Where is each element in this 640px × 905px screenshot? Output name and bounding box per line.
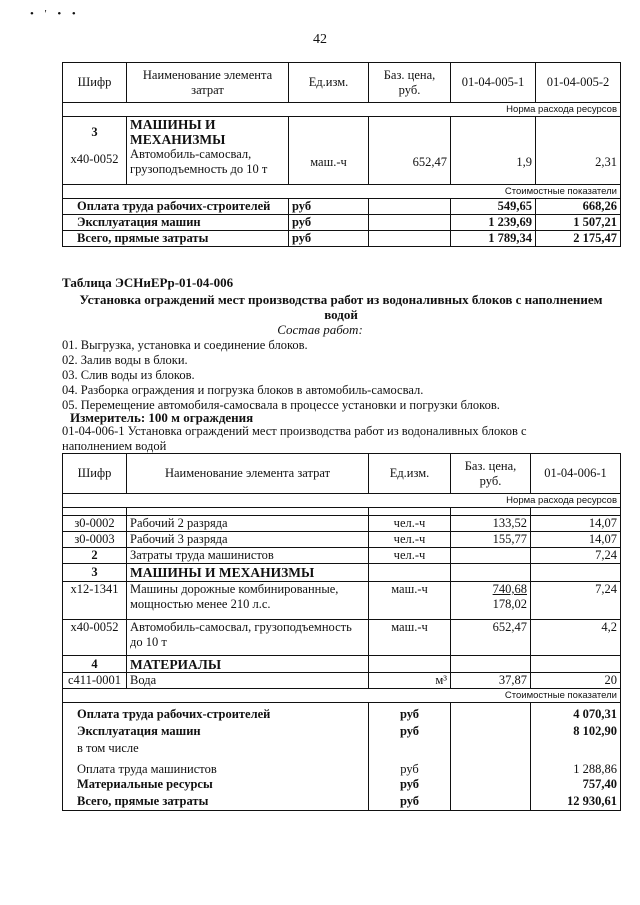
row-price: 652,47: [412, 155, 447, 169]
corner-marks: • ' • •: [30, 8, 80, 20]
row-code: x12-1341: [63, 582, 127, 620]
work-item: 02. Залив воды в блоки.: [62, 353, 188, 367]
row-code: x40-0052: [70, 152, 119, 166]
total-unit: [369, 741, 451, 758]
work-item: 01. Выгрузка, установка и соединение блоков.: [62, 338, 308, 352]
row-price: 155,77: [451, 532, 531, 548]
total-value: 4 070,31: [531, 707, 621, 724]
work-item: 03. Слив воды из блоков.: [62, 368, 195, 382]
table-row: [63, 620, 621, 656]
row-price: 740,68: [492, 582, 527, 596]
row-code: x40-0052: [63, 620, 127, 656]
total-name: Эксплуатация машин: [63, 215, 289, 231]
row-unit: м³: [369, 673, 451, 689]
row-code: 2: [63, 548, 127, 564]
table-row: [63, 582, 621, 620]
row-price: 37,87: [451, 673, 531, 689]
header-unit: Ед.изм.: [289, 63, 369, 103]
work-item: 05. Перемещение автомобиля-самосвала в процессе установки и погрузки блоков.: [62, 398, 500, 412]
total-unit: руб: [369, 707, 451, 724]
row-price: 652,47: [451, 620, 531, 656]
section-row: [63, 656, 621, 673]
section-title: МАШИНЫ И МЕХАНИЗМЫ: [127, 564, 369, 582]
total-value: [531, 741, 621, 758]
total-value-1: 549,65: [451, 199, 536, 215]
row-price: 133,52: [451, 516, 531, 532]
table-row: [63, 215, 621, 231]
work-item: 04. Разборка ограждения и погрузка блоков в автомобиль-самосвал.: [62, 383, 424, 397]
header-item-1: 01-04-005-1: [451, 63, 536, 103]
row-name: Автомобиль-самосвал, грузоподъемность до 10 т: [130, 147, 268, 176]
total-unit: руб: [289, 199, 369, 215]
table-row: [63, 673, 621, 689]
row-value: 7,24: [531, 582, 621, 620]
row-code: с411-0001: [63, 673, 127, 689]
table-row: [63, 758, 621, 777]
total-value-1: 1 789,34: [451, 231, 536, 247]
norm-label: Норма расхода ресурсов: [63, 103, 621, 117]
norm-label: Норма расхода ресурсов: [63, 494, 621, 508]
row-unit: маш.-ч: [369, 620, 451, 656]
header-unit: Ед.изм.: [369, 454, 451, 494]
section-code: 3: [91, 125, 98, 139]
row-value-1: 1,9: [516, 155, 532, 169]
row-name: Рабочий 3 разряда: [127, 532, 369, 548]
resource-table-1: [62, 62, 621, 247]
row-name: Затраты труда машинистов: [127, 548, 369, 564]
table2-title: Таблица ЭСНиЕРр-01-04-006: [62, 275, 234, 290]
total-name: Всего, прямые затраты: [63, 794, 369, 811]
composition-label: Состав работ:: [277, 322, 363, 337]
row-unit: чел.-ч: [369, 548, 451, 564]
cost-label: Стоимостные показатели: [63, 185, 621, 199]
total-value: 8 102,90: [531, 724, 621, 741]
table-row: [63, 724, 621, 741]
row-name: Машины дорожные комбинированные, мощностью менее 210 л.с.: [127, 582, 369, 620]
table-row: [63, 117, 621, 185]
section-code: 4: [63, 656, 127, 673]
total-value-1: 1 239,69: [451, 215, 536, 231]
row-value-2: 2,31: [595, 155, 617, 169]
total-value: 12 930,61: [531, 794, 621, 811]
row-value: 7,24: [531, 548, 621, 564]
cost-label: Стоимостные показатели: [63, 689, 621, 703]
table-row: [63, 741, 621, 758]
total-name: Материальные ресурсы: [63, 777, 369, 794]
total-name: Эксплуатация машин: [63, 724, 369, 741]
row-price: [451, 548, 531, 564]
total-value-2: 2 175,47: [536, 231, 621, 247]
row-name: Автомобиль-самосвал, грузоподъемность до 10 т: [127, 620, 369, 656]
total-value-2: 1 507,21: [536, 215, 621, 231]
header-price: Баз. цена, руб.: [369, 63, 451, 103]
total-unit: руб: [289, 231, 369, 247]
table2-heading: Установка ограждений мест производства работ из водоналивных блоков с наполнением водой: [79, 292, 603, 322]
total-name: Оплата труда машинистов: [63, 758, 369, 777]
total-unit: руб: [369, 758, 451, 777]
row-price-2: 178,02: [492, 597, 527, 611]
row-name: Вода: [127, 673, 369, 689]
table-row: [63, 707, 621, 724]
table-row: [63, 548, 621, 564]
row-value: 20: [531, 673, 621, 689]
total-name: Всего, прямые затраты: [63, 231, 289, 247]
row-unit: маш.-ч: [369, 582, 451, 620]
header-item-2: 01-04-005-2: [536, 63, 621, 103]
row-unit: чел.-ч: [369, 516, 451, 532]
header-name: Наименование элемента затрат: [127, 63, 289, 103]
table-row: [63, 199, 621, 215]
total-unit: руб: [369, 777, 451, 794]
item-description: 01-04-006-1 Установка ограждений мест производства работ из водоналивных блоков с наполнением водой: [62, 424, 527, 453]
total-name: в том числе: [63, 741, 369, 758]
row-name: Рабочий 2 разряда: [127, 516, 369, 532]
total-value: 757,40: [531, 777, 621, 794]
header-name: Наименование элемента затрат: [127, 454, 369, 494]
total-unit: руб: [369, 724, 451, 741]
total-value-2: 668,26: [536, 199, 621, 215]
total-unit: руб: [369, 794, 451, 811]
header-code: Шифр: [63, 63, 127, 103]
table-row: [63, 516, 621, 532]
table-row: [63, 231, 621, 247]
total-value: 1 288,86: [531, 758, 621, 777]
total-unit: руб: [289, 215, 369, 231]
table-row: [63, 777, 621, 794]
works-list: [62, 338, 500, 413]
page-number: 42: [313, 32, 327, 47]
row-value: 4,2: [531, 620, 621, 656]
meter: Измеритель: 100 м ограждения: [70, 410, 254, 425]
header-item-1: 01-04-006-1: [531, 454, 621, 494]
total-name: Оплата труда рабочих-строителей: [63, 707, 369, 724]
row-unit: чел.-ч: [369, 532, 451, 548]
section-row: [63, 564, 621, 582]
row-unit: маш.-ч: [310, 155, 347, 169]
section-code: 3: [63, 564, 127, 582]
table-row: [63, 532, 621, 548]
header-code: Шифр: [63, 454, 127, 494]
row-code: з0-0002: [63, 516, 127, 532]
row-code: з0-0003: [63, 532, 127, 548]
total-name: Оплата труда рабочих-строителей: [63, 199, 289, 215]
table-row: [63, 794, 621, 811]
header-price: Баз. цена, руб.: [451, 454, 531, 494]
section-title: МАТЕРИАЛЫ: [127, 656, 369, 673]
resource-table-2: [62, 453, 621, 811]
row-value: 14,07: [531, 516, 621, 532]
section-title: МАШИНЫ И МЕХАНИЗМЫ: [130, 117, 226, 147]
row-value: 14,07: [531, 532, 621, 548]
